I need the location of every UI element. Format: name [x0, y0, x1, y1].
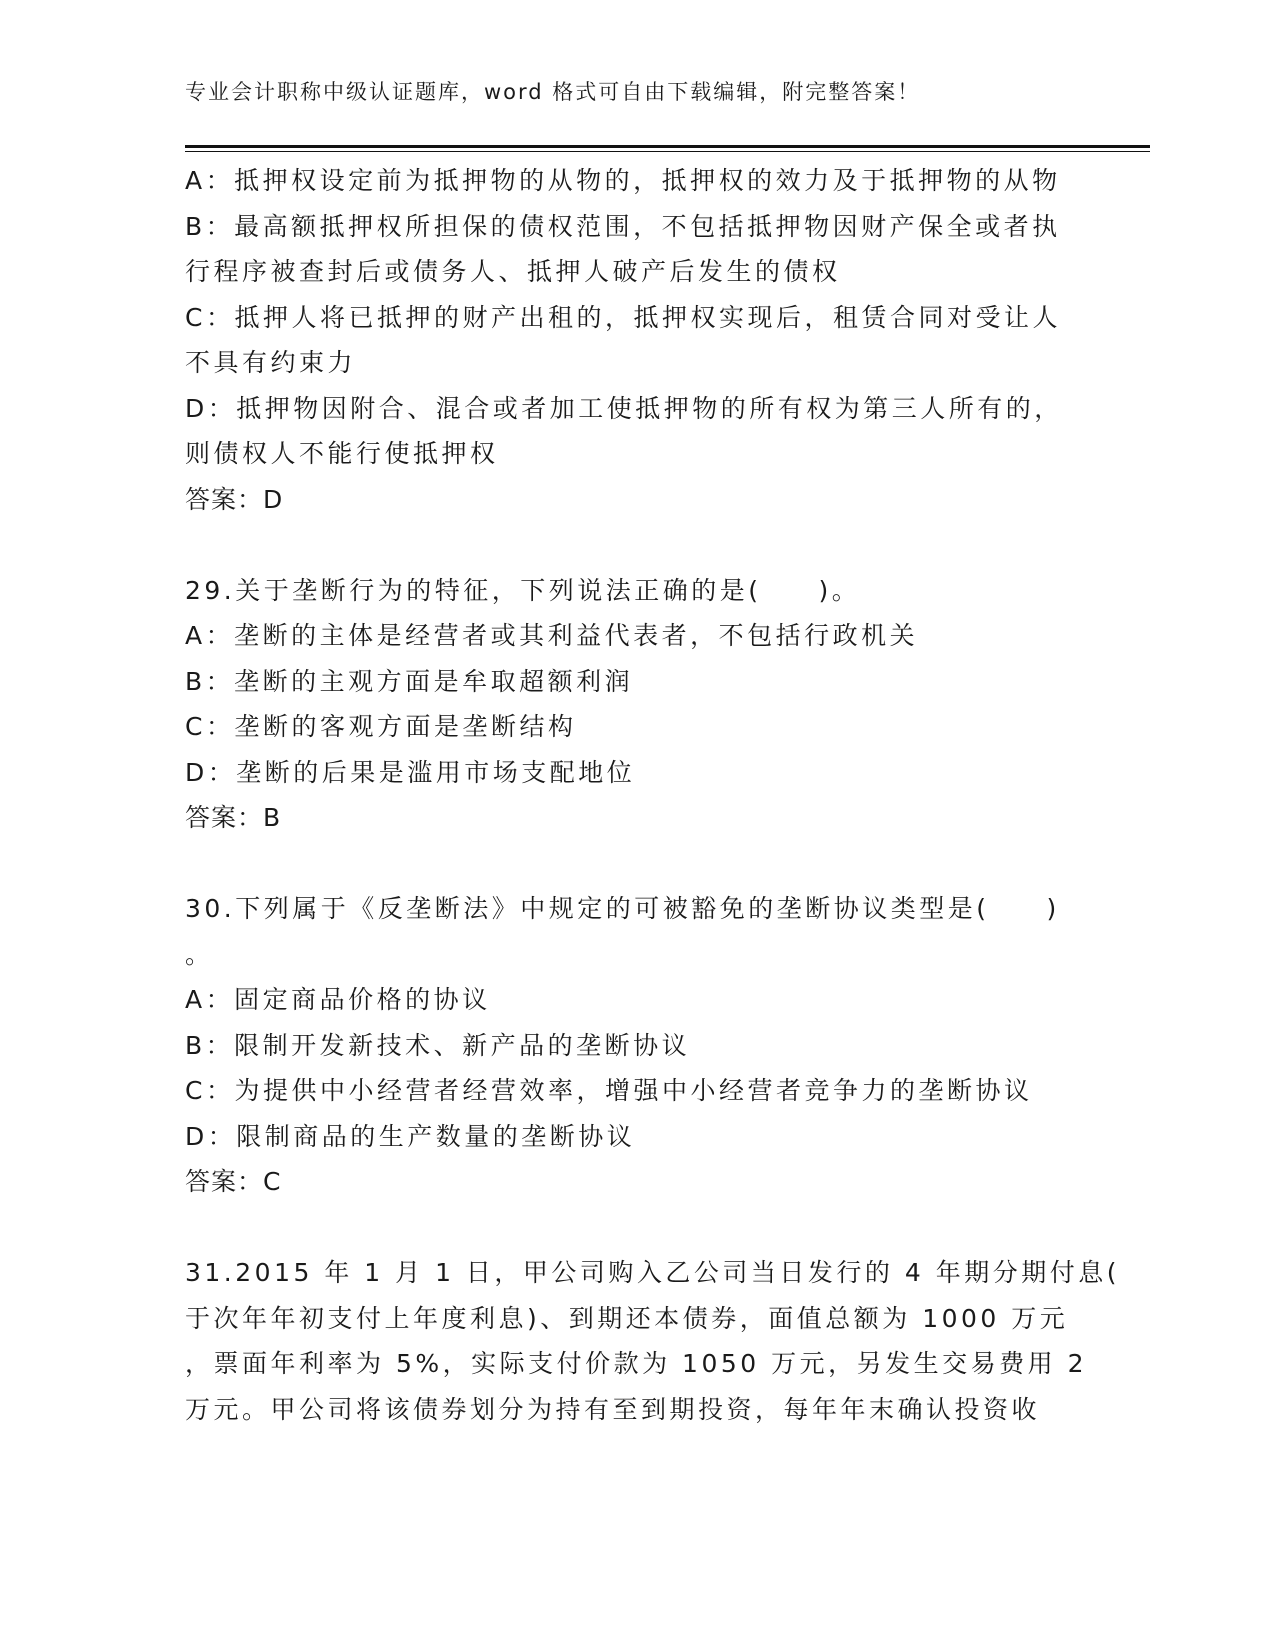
block-spacer — [185, 522, 1085, 568]
block-spacer — [185, 841, 1085, 887]
question-stem: 29.关于垄断行为的特征，下列说法正确的是( )。 — [185, 575, 861, 605]
question-block-29 — [185, 568, 1085, 841]
option-line: C：为提供中小经营者经营效率，增强中小经营者竞争力的垄断协议 — [185, 1076, 1033, 1105]
option-line: D：垄断的后果是滥用市场支配地位 — [185, 757, 636, 787]
option-line: 则债权人不能行使抵押权 — [185, 439, 499, 468]
answer-line: 答案：D — [185, 484, 284, 514]
option-line: B：最高额抵押权所担保的债权范围，不包括抵押物因财产保全或者执 — [185, 211, 1061, 241]
question-block-28 — [185, 158, 1085, 522]
option-line: C：抵押人将已抵押的财产出租的，抵押权实现后，租赁合同对受让人 — [185, 302, 1061, 332]
question-stem: 。 — [185, 939, 214, 969]
block-spacer — [185, 1205, 1085, 1251]
answer-line: 答案：C — [185, 1167, 282, 1196]
answer-line: 答案：B — [185, 803, 282, 832]
option-line: A：抵押权设定前为抵押物的从物的，抵押权的效力及于抵押物的从物 — [185, 166, 1061, 195]
question-stem: 于次年年初支付上年度利息)、到期还本债券，面值总额为 1000 万元 — [185, 1303, 1069, 1333]
document-body — [185, 158, 1120, 1432]
header-rule-thin — [185, 151, 1150, 152]
page-header: 专业会计职称中级认证题库，word 格式可自由下载编辑，附完整答案！ — [185, 80, 921, 104]
option-line: D：限制商品的生产数量的垄断协议 — [185, 1121, 636, 1151]
header-rule-thick — [185, 145, 1150, 148]
question-block-30 — [185, 886, 1085, 1205]
question-stem: 31.2015 年 1 月 1 日，甲公司购入乙公司当日发行的 4 年期分期付息( — [185, 1258, 1120, 1287]
option-line: D：抵押物因附合、混合或者加工使抵押物的所有权为第三人所有的， — [185, 393, 1063, 423]
option-line: B：垄断的主观方面是牟取超额利润 — [185, 666, 634, 696]
option-line: A：固定商品价格的协议 — [185, 985, 491, 1014]
option-line: C：垄断的客观方面是垄断结构 — [185, 712, 577, 741]
question-stem: 万元。甲公司将该债券划分为持有至到期投资，每年年末确认投资收 — [185, 1394, 1041, 1424]
option-line: A：垄断的主体是经营者或其利益代表者，不包括行政机关 — [185, 621, 919, 650]
question-stem: 30.下列属于《反垄断法》中规定的可被豁免的垄断协议类型是( ) — [185, 894, 1060, 923]
option-line: B：限制开发新技术、新产品的垄断协议 — [185, 1030, 691, 1060]
option-line: 不具有约束力 — [185, 348, 357, 377]
option-line: 行程序被查封后或债务人、抵押人破产后发生的债权 — [185, 257, 841, 286]
question-stem: ，票面年利率为 5%，实际支付价款为 1050 万元，另发生交易费用 2 — [185, 1349, 1087, 1378]
question-block-31 — [185, 1250, 1120, 1432]
